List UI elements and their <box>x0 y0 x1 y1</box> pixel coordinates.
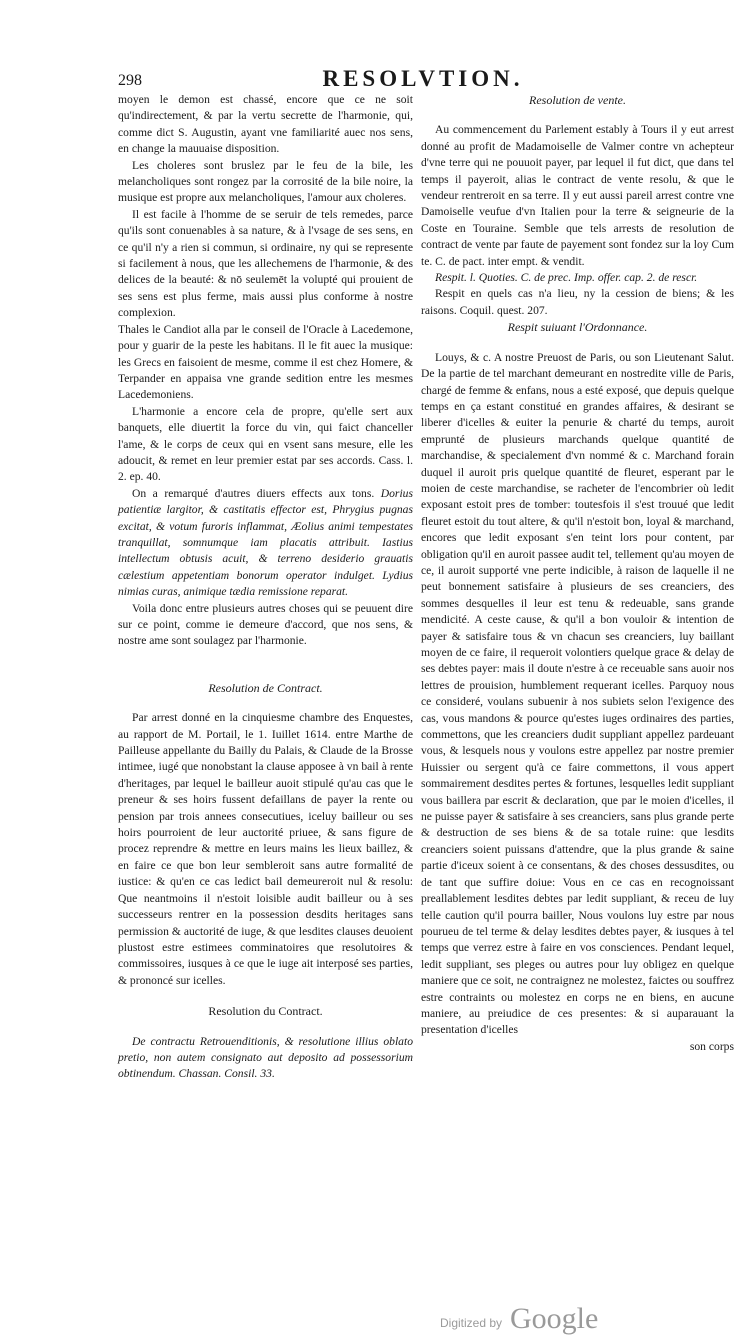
left-column <box>118 92 413 1083</box>
paragraph: Thales le Candiot alla par le conseil de l'Oracle à Lacedemone, pour y guarir de la peste les habitans. Il le fit auec la musique: les Grecs en faisoient de mesme, comme il est chez Homere, & Terpander en appaisa vne grande sedition entre les mesmes Lacedemoniens. <box>118 322 413 402</box>
paragraph: Il est facile à l'homme de se seruir de tels remedes, parce qu'ils sont conuenables à sa nature, & à l'vsage de ses sens, en ce qu'il n'y a rien si commun, si ordinaire, ny qui se represente si facilement à nous, que les allechemens de l'harmonie, & des delices de la beauté: & nō seulemēt la volupté qui prouient de ses sens est plus ferme, mais aussi plus conforme à nostre complexion. <box>118 207 413 320</box>
paragraph: Au commencement du Parlement estably à Tours il y eut arrest donné au profit de Madamoiselle de Valmer contre vn achepteur d'vne terre qui ne pouuoit payer, par lequel il fut dict, que dans tel temps il payeroit, alias le contract de vente resolu, & que le vendeur rentreroit en sa terre. Il y eut aussi pareil arrest contre vne Damoiselle veufue d'vn Italien pour la terre & seigneurie de la Coste en Touraine. Semble que tels arrests de resolution de contract de vente par faute de payement sont fondez sur la loy Cum te. C. de pact. inter empt. & vendit. <box>421 123 734 268</box>
paragraph: Les choleres sont bruslez par le feu de la bile, les melancholiques sont rongez par la corrosité de la bile noire, la musique est propre aux melancholiques, l'amour aux choleres. <box>118 158 413 205</box>
tones-latin: Dorius patientiæ largitor, & castitatis effector est, Phrygius pugnas excitat, & votum furoris inflammat, Æolius animi tempestates tranquillat, somnumque iam placatis attribuit. Iastius intellectum obtusis acuit, & terreno desiderio grauatis cælestium appetentiam bonorum operator indulget. Lydius nimias curas, animique tædia remissione reparat. <box>118 486 413 599</box>
paragraph: L'harmonie a encore cela de propre, qu'elle sert aux banquets, elle diuertit la force du vin, qui faict chanceller l'ame, & le corps de ceux qui en vsent sans mesure, elle les adoucit, & remet en leur premier estat par ses accords. Cass. l. 2. ep. 40. <box>118 404 413 484</box>
spacer <box>118 650 413 680</box>
paragraph-citation: Respit. l. Quoties. C. de prec. Imp. offer. cap. 2. de rescr. <box>435 271 698 285</box>
paragraph-tones <box>118 486 413 601</box>
spacer <box>421 336 734 350</box>
paragraph: Par arrest donné en la cinquiesme chambre des Enquestes, au rapport de M. Portail, le 1. Iuillet 1614. entre Marthe de Pailleuse appellante du Bailly du Palais, & Claude de la Brosse intimee, iugé que nonobstant la clause apposee à vn bail à rente d'heritages, par lequel le bailleur auoit stipulé qu'au cas que le preneur & ses hoirs fussent defaillans de payer la rente ou pension par trois annees consecutiues, iceluy bailleur ou ses hoirs pourroient de leur auctorité priuee, & sans figure de procez reprendre & mettre en leurs mains les lieux baillez, & en faire ce que bon leur sembleroit sans autre formalité de iustice: & qu'en ce cas ledict bail demeureroit nul & resolu: Que neantmoins il n'estoit loisible audit bailleur ou à ses successeurs rentrer en la possession desdits heritages sans permission & auctorité de iuge, & que lesdites clauses deuoient plustost estre estimees comminatoires que resolutoires & commissoires, iusques à ce que le iuge ait interposé ses parties, & prononcé sur icelles. <box>118 711 413 987</box>
tones-intro: On a remarqué d'autres diuers effects aux tons. <box>132 486 375 500</box>
paragraph: Respit en quels cas n'a lieu, ny la cession de biens; & les raisons. Coquil. quest. 207. <box>421 287 734 317</box>
spacer <box>118 1020 413 1034</box>
paragraph: Voila donc entre plusieurs autres choses qui se peuuent dire sur ce point, comme ie demeure d'accord, que nos sens, & nostre ame sont soulagez par l'harmonie. <box>118 601 413 648</box>
spacer <box>118 989 413 1003</box>
catchword: son corps <box>689 1039 734 1053</box>
paragraph: Louys, & c. A nostre Preuost de Paris, ou son Lieutenant Salut. De la partie de tel marchant demeurant en nostredite ville de Paris, chargé de femme & enfans, nous a esté exposé, que depuis quelque temps en ça estant constitué en grandes affaires, & desirant se liberer d'icelles & euiter la penurie & charté du temps, auroit emprunté de plusieurs marchands quelque quantité de marchandise, & specialement d'vn nommé & c. Marchand forain duquel il auroit pris quelque quantité de fleuret, esperant par le moien de ceste marchandise, se racheter de l'encombrier où ledit exposant estoit pres de tomber: toutesfois il s'est trouué que ledit fleuret estoit du tout altere, & qu'il n'estoit bon, loyal & marchand, encores que ledit exposant s'en teint lors pour content, par obligation qu'il en auroit passee audit tel, tellement qu'au moyen de ce, il auroit supporté vne perte indicible, à raison de laquelle il ne peut bonnement satisfaire à plusieurs de ses creanciers, des sommes desquelles il leur est tenu & redeuable, sans grande mendicité. A ceste cause, & qu'il a bon vouloir & intention de payer & satisfaire tous & vn chacun ses creanciers, luy baillant moyen de ce faire, il requeroit volontiers quelque grace & delay de ses debtes payer: mais il doute n'estre à ce receuable sans auoir nos lettres de prouision, humblement requerant icelles. Parquoy nous ce consideré, voulans subuenir à nos subiets selon l'exigence des cas, vous mandons & pource qu'estes iuges ordinaires des parties, commettons, que les creanciers dudit suppliant appellez pardeuant vous, & lesquels nous y voulons estre appellez par nostre premier Huissier ou sergent qu'à ce faire commettons, il vous appert sommairement desdites pertes & fortunes, lesquelles ledit suppliant vous baillera par escrit & declaration, que par le moien d'icelles, il ne puisse payer & satisfaire à ses creanciers, sans plus grande perte & destruction de ses biens & de sa totale ruine: que lesdits creanciers soient puissans d'attendre, que la plus grande & saine partie d'iceux soient à ce consentans, & des choses dessusdites, ou de tant que suffire doiue: Vous en ce cas en recognoissant preallablement lesdites debtes par ledit suppliant, & receu de luy telle caution qu'il pourra bailler, Nous voulons luy estre par nous pourueu de tel terme & delay lesdites debtes payer, & iusques à tel temps que verrez estre à faire en vos consciences. Pendant lequel, ledit suppliant, ses pleges ou autres pour luy obligez en quelque maniere que ce soit, ne contraignez ne molestez, faictes ou souffrez estre contraints ou molestez en corps ne en biens, en aucune maniere, au preiudice de ces presentes: & si auparauant la presentation d'icelles <box>421 350 734 1037</box>
right-column <box>421 92 734 1055</box>
digitization-watermark <box>440 1296 720 1336</box>
spacer <box>118 696 413 710</box>
section-heading: Resolution de Contract. <box>208 680 323 695</box>
section-heading: Respit suiuant l'Ordonnance. <box>507 320 648 335</box>
paragraph: moyen le demon est chassé, encore que ce ne soit qu'indirectement, & par la vertu secrette de l'harmonie, qui, comme dict S. Augustin, ayant vne familiarité auec nos sens, en change la mauuaise disposition. <box>118 93 413 156</box>
section-heading: Resolution du Contract. <box>208 1004 323 1019</box>
section-heading: Resolution de vente. <box>529 93 626 107</box>
paragraph-latin: De contractu Retrouenditionis, & resolutione illius oblato pretio, non autem consignato aut deposito ad possessorium obtinendum. Chassan. Consil. 33. <box>118 1034 413 1081</box>
page-number: 298 <box>118 72 142 89</box>
spacer <box>421 108 734 122</box>
google-logo: Google <box>510 1302 599 1335</box>
digitized-by-text: Digitized by <box>440 1316 503 1330</box>
running-title: RESOLVTION. <box>322 66 524 91</box>
